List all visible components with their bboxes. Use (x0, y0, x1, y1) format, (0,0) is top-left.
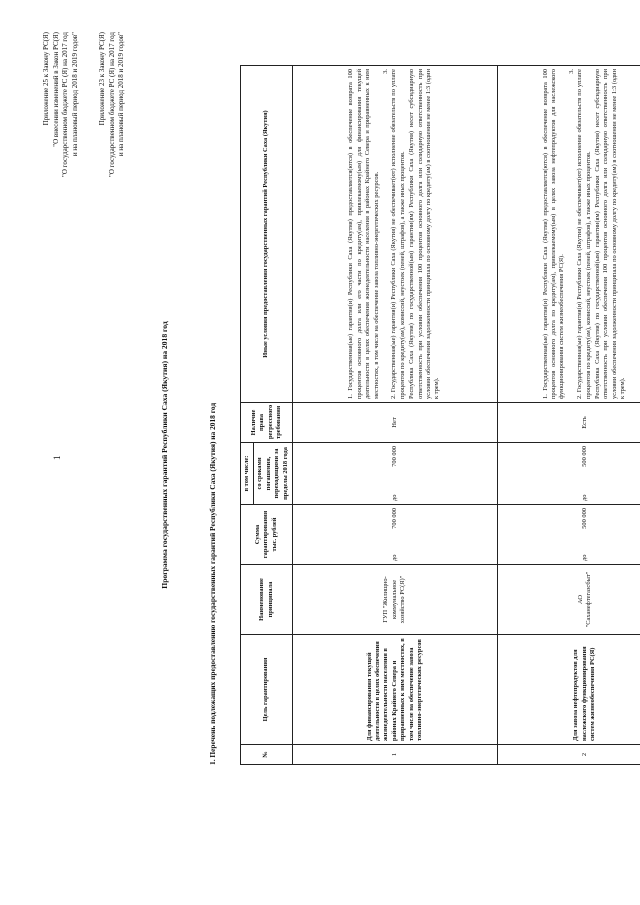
row-sum-value: 700 000 (390, 508, 398, 529)
header-num: № (241, 745, 293, 765)
condition-paragraph: 1. Государственная(ые) гарантия(и) Республики Саха (Якутия) предоставляется(ются) в обеспечение возврата 100 процентов основного долга или его части по кредиту(ам), привлекаемому(ым) для финансирования текущей деятельности в целях обеспечения жизнедеятельности населения в районах Крайнего Севера и приравненных к ним местностях, в том числе на обеспечение завоза топливно-энергетических ресурсов. (347, 69, 380, 399)
header-regress: Наличие права регрессного требования (241, 403, 293, 443)
row-sub-value: 700 000 (390, 446, 398, 467)
row-sub (293, 443, 498, 505)
row-goal: Для завоза нефтепродуктов для наслежского функционирования систем жизнеобеспечения РС(Я) (498, 635, 640, 745)
annex-1-line-2: "О внесении изменений в Закон РС(Я) (51, 32, 60, 147)
row-sum (293, 505, 498, 565)
row-principal: АО "Саханефтегазсбыт" (498, 565, 640, 635)
row-num: 1 (293, 745, 498, 765)
guarantees-table (240, 65, 640, 765)
condition-paragraph: Республика Саха (Якутия) по государственной(ым) гарантии(ям) Республики Саха (Якутия) несет субсидиарную ответственность при условии обеспечения 100 процентов основного долга или солидарную ответственность при условии обеспечения задолженности принципала по основному долгу по кредиту(ам) в соотношении не менее 1:3 (один к трем). (408, 69, 441, 399)
table-row (498, 66, 640, 765)
row-num: 2 (498, 745, 640, 765)
annex-1-line-1: Приложение 25 к Закону РС(Я) (42, 32, 50, 126)
page-mark: 3. (567, 69, 575, 74)
row-regress: Нет (293, 403, 498, 443)
condition-paragraph: 2. Государственная(ые) гарантия(и) Республики Саха (Якутия) не обеспечивает(ют) исполнение обязательств по уплате процентов по кредиту(ам), комиссий, неустоек (пеней, штрафов), а также иных процентов. (390, 69, 406, 399)
row-sum-prefix: до (390, 554, 398, 561)
header-principal: Наименование принципала (241, 565, 293, 635)
table-header-row (241, 66, 254, 765)
condition-paragraph: Республика Саха (Якутия) по государственной(ым) гарантии(ям) Республики Саха (Якутия) несет субсидиарную ответственность при условии обеспечения 100 процентов основного долга или солидарную ответственность при условии обеспечения задолженности принципала по основному долгу по кредиту(ам) в соотношении не менее 1:3 (один к трем). (593, 69, 627, 399)
row-sub-prefix: до (390, 494, 398, 501)
row-sum-value: 500 000 (580, 508, 588, 529)
row-sum-prefix: до (580, 554, 588, 561)
row-sub-prefix: до (580, 494, 588, 501)
table-row (293, 66, 498, 765)
row-conditions (498, 66, 640, 403)
header-goal: Цель гарантирования (241, 635, 293, 745)
header-sum: Сумма гарантирования тыс. рублей (241, 505, 293, 565)
header-including: в том числе: (241, 443, 254, 505)
condition-paragraph: 2. Государственная(ые) гарантия(и) Республики Саха (Якутия) не обеспечивает(ют) исполнение обязательств по уплате процентов по кредиту(ам), комиссий, неустоек (пеней, штрафов), а также иных процентов. (576, 69, 592, 399)
row-sum (498, 505, 640, 565)
annex-header-1 (42, 32, 80, 452)
document-title: Программа государственных гарантий Республики Саха (Якутия) на 2018 год (160, 321, 169, 589)
row-conditions (293, 66, 498, 403)
row-principal: ГУП "Жилищно-коммунальное хозяйство РС(Я)" (293, 565, 498, 635)
header-conditions: Иные условия предоставления государственных гарантий Республики Саха (Якутия) (241, 66, 293, 403)
header-sub: со сроками погашения, переходящими за пределы 2018 года (254, 443, 293, 505)
annex-1-line-4: и на плановый период 2018 и 2019 годов" (70, 32, 79, 157)
condition-paragraph: 1. Государственная(ые) гарантия(и) Республики Саха (Якутия) предоставляется(ются) в обеспечение возврата 100 процентов основного долга по кредиту(ам), привлекаемому(ым) в целях завоза нефтепродуктов для наслежского функционирования систем жизнеобеспечения РС(Я). (541, 69, 566, 399)
page-mark: 3. (381, 69, 389, 74)
annex-2-line-2: "О государственном бюджете РС (Я) на 2017 год (107, 32, 116, 178)
annex-1-line-3: "О государственном бюджете РС (Я) на 2017 год (61, 32, 70, 178)
row-sub (498, 443, 640, 505)
section-title: 1. Перечень подлежащих предоставлению государственных гарантий Республики Саха (Якутия) на 2018 год (208, 402, 217, 765)
page-number: 1 (52, 455, 62, 460)
annex-2-line-3: и на плановый период 2018 и 2019 годов" (117, 32, 126, 157)
row-sub-value: 500 000 (580, 446, 588, 467)
row-regress: Есть (498, 403, 640, 443)
annex-2-line-1: Приложение 23 к Закону РС(Я) (98, 32, 106, 126)
annex-header-2 (98, 32, 127, 452)
row-goal: Для финансирования текущей деятельности в целях обеспечения жизнедеятельности населения в районах Крайнего Севера и приравненных к ним местностях, в том числе на обеспечение завоза топливно-энергетических ресурсов (293, 635, 498, 745)
